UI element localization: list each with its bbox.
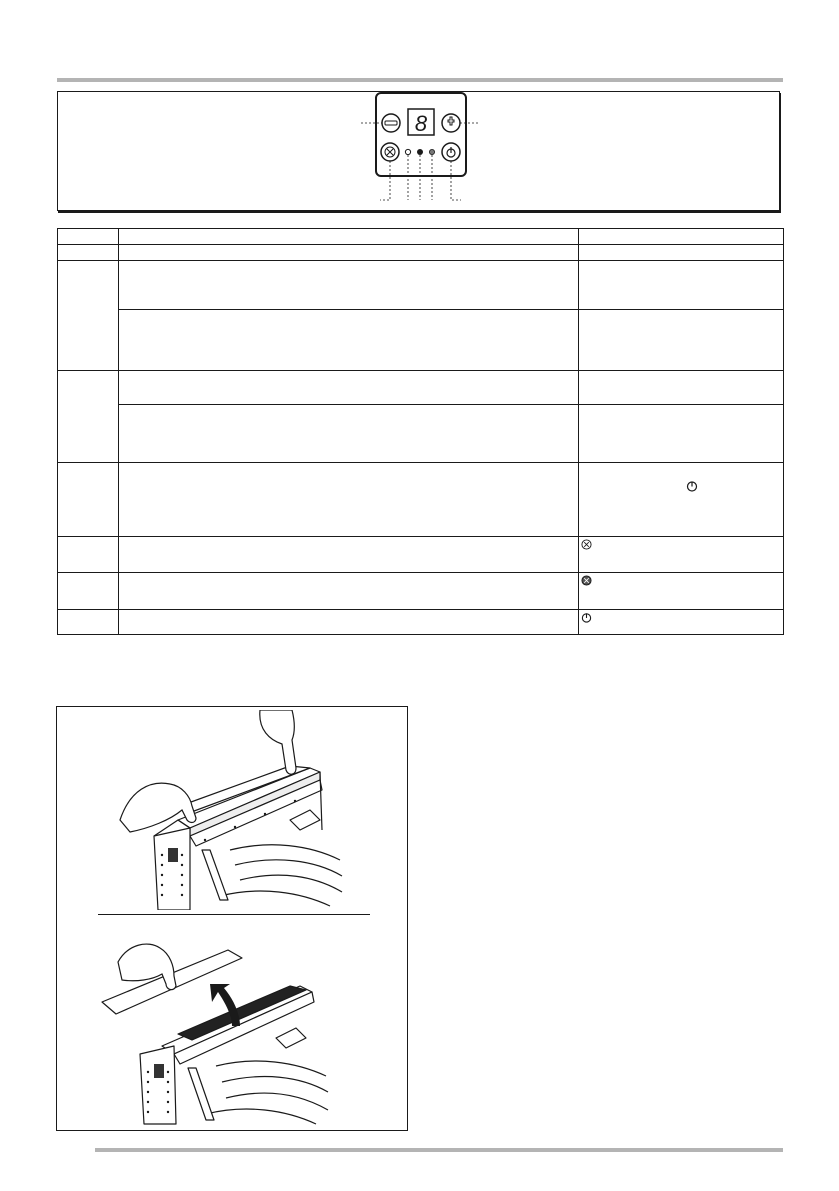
bottom-rule [95, 1148, 783, 1152]
table-row [58, 573, 784, 610]
table-row [58, 463, 784, 537]
hand-press-icon [260, 710, 296, 774]
fan-icon [581, 539, 592, 550]
table-row [58, 610, 784, 635]
table-row [58, 537, 784, 573]
timer-icon[interactable] [442, 143, 460, 161]
table-row [58, 405, 784, 463]
top-rule [57, 78, 783, 82]
plus-button-icon[interactable] [442, 114, 460, 132]
table-row [58, 229, 784, 245]
filter-removal-illustration [100, 934, 360, 1129]
minus-button-icon[interactable] [382, 114, 400, 132]
fan-power-icon[interactable] [381, 143, 399, 161]
controls-table [57, 228, 784, 635]
fan-filled-icon [581, 575, 592, 586]
timer-icon [581, 612, 592, 623]
table-row [58, 261, 784, 310]
figure-divider [98, 914, 370, 915]
led-indicator-icon [405, 149, 434, 155]
table-row [58, 371, 784, 405]
timer-icon [686, 480, 698, 492]
table-row [58, 245, 784, 261]
display-digit: 8 [414, 111, 428, 136]
hob-extractor-illustration [110, 710, 360, 910]
table-row [58, 310, 784, 371]
digit-display-icon [408, 109, 434, 136]
control-panel-diagram [355, 92, 485, 204]
